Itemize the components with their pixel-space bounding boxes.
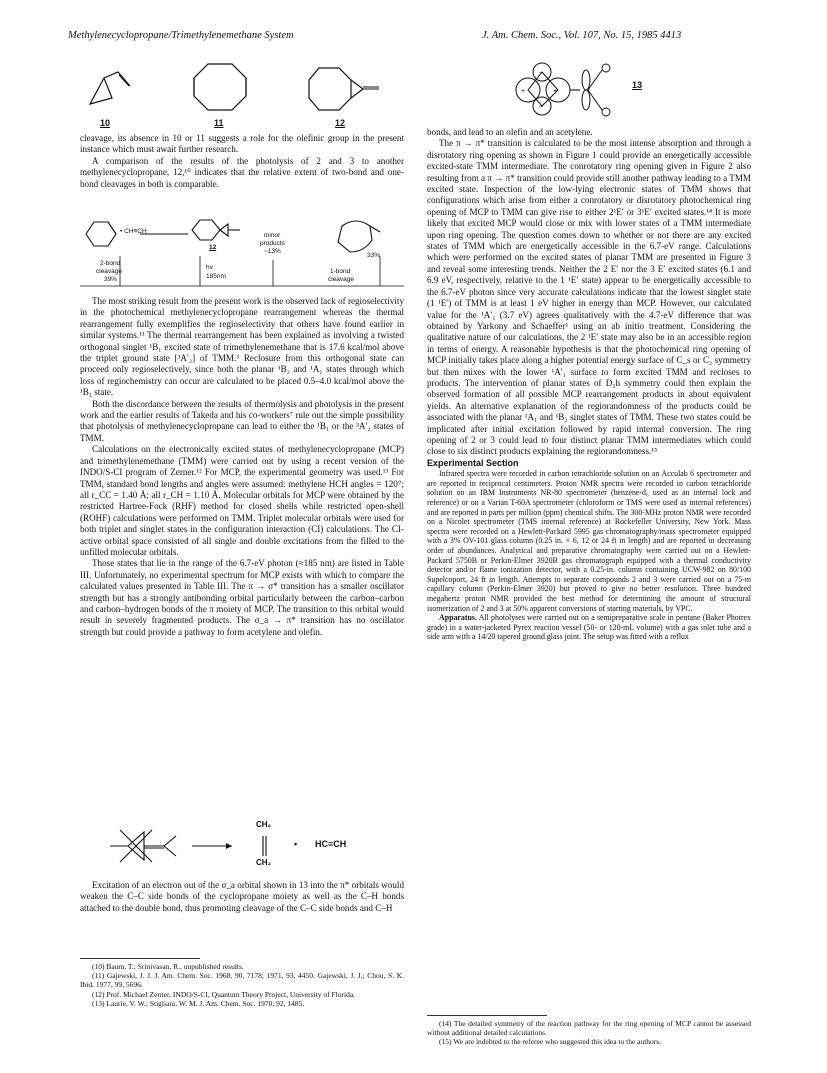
left-column-middle [80,296,404,638]
photolysis-scheme [80,216,404,288]
structure-12 [305,62,385,117]
orbital-diagram-13 [508,58,628,118]
svg-text:+: + [521,88,526,95]
paragraph: The most striking result from the present work is the observed lack of regioselectivity in the photochemical methylenecyclopropane rearrangement whereas the thermal rearrangement fully exemplifies the regioselectivity that others have found earlier in similar systems.¹¹ The thermal rearrangement has been explained as involving a twisted orthogonal singlet ¹B₁ excited state of trimethylenemethane that is 17.6 kcal/mol above the triplet ground state [³A′₂] of TMM.³ Reclosure from this orthogonal state can proceed only regioselectively, since both the planar ¹B₂ and ¹A₁ states through which loss of regiochemistry can occur are calculated to be placed 0.5–4.0 kcal/mol above the ¹B₁ state. [80,296,404,398]
paragraph: Those states that lie in the range of the 6.7-eV photon (≈185 nm) are listed in Table III. Unfortunately, no experimental spectrum for MCP exists with which to compare the calculated values presented in Table III. The π → σ* transition has a smaller oscillator strength but has a strongly antibonding orbital particularly between the carbon–carbon and carbon–hydrogen bonds of the π moiety of MCP. The transition to this orbital would result in severely fragmented products. The σ_a → π* transition has no oscillator strength but could provide a pathway to form acetylene and olefin. [80,558,404,637]
scheme-cleavage-b: cleavage [328,276,355,283]
paragraph: A comparison of the results of the photolysis of 2 and 3 to another methylenecyclopropane, 12,¹⁰ indicates that the relative extent of two-bond and one-bond cleavages in both is comparable. [80,155,404,189]
scheme-cleavage-a: cleavage [96,268,123,275]
running-header-left: Methylenecyclopropane/Trimethylenemethane System [68,30,294,41]
svg-text:−: − [539,70,544,77]
scheme-one-bond: 1-bond [330,268,351,275]
footnote: (14) The detailed symmetry of the reaction pathway for the ring opening of MCP cannot be assessed without additional detailed calculations. [427,1019,751,1038]
svg-text:+: + [553,88,558,95]
scheme-pct13: ~13% [264,248,281,255]
scheme-minor: minor [264,232,281,239]
footnote-rule-right [427,1015,547,1016]
label-11: 11 [214,118,224,128]
fragmentation-reaction [80,818,404,874]
footnotes-right [427,1019,751,1047]
scheme-acetylene: • CH≡CH [120,228,147,235]
right-column [427,127,751,642]
running-header-right: J. Am. Chem. Soc., Vol. 107, No. 15, 1985 4413 [482,30,682,41]
label-12: 12 [335,118,346,128]
label-10: 10 [100,118,111,128]
left-column-bottom [80,880,404,914]
ch2-bottom: CH₂ [256,858,272,867]
scheme-nm: 185nm [206,273,226,280]
apparatus-heading: Apparatus. [439,613,477,623]
section-heading: Experimental Section [427,457,519,468]
scheme-two-bond: 2-bond [100,260,121,267]
paragraph: Both the discordance between the results of thermolysis and photolysis in the present work and the earlier results of Takeda and his co-workers⁷ rule out the simple possibility that photolysis of methylenecyclopropane can lead to either the ¹B₁ or the ³A′₂ states of TMM. [80,398,404,443]
scheme-pct33: 33% [367,252,381,259]
paragraph: Excitation of an electron out of the σ_a orbital shown in 13 into the π* orbitals would weaken the C–C side bonds of the cyclopropane moiety as well as the C–H bonds attached to the double bond, thus promoting cleavage of the C–C side bonds and C–H [80,880,404,913]
scheme-hv: hν [206,264,213,271]
footnote: (15) We are indebted to the referee who suggested this idea to the authors. [439,1037,662,1047]
structure-10 [86,68,136,108]
label-13: 13 [632,80,643,90]
footnote: (12) Prof. Michael Zerner, INDO/S-CI, Quantum Theory Project, University of Florida. [92,989,356,999]
footnote-rule-left [80,958,200,959]
svg-text:−: − [539,104,544,111]
left-column-top [80,133,404,190]
scheme-pct39: 39% [104,276,118,283]
footnote: (11) Gajewski, J. J. J. Am. Chem. Soc. 1968, 90, 7178; 1971, 93, 4450. Gajewski, J. J.; Chou, S. K. Ibid. 1977, 99, 5696. [80,971,404,990]
paragraph: The π → π* transition is calculated to be the most intense absorption and through a disrotatory ring opening as shown in Figure 1 could provide an energetically accessible excited-state TMM intermediate. The conrotatory ring opening given in Figure 2 also resulting from a π → π* transition could provide still another pathway leading to a TMM excited state. Inspection of the low-lying electronic states of TMM shows that configurations which arise from either a conrotatory or disrotatory photochemical ring opening of MCP to TMM can give rise to either 2¹E′ or 3¹E′ excited states.¹⁴ It is more likely that excited MCP would close or mix with lower states of a TMM intermediate upon ring opening. The question comes down to whether or not there are any excited states of TMM which are energetically accessible in the 6.7-eV range. Calculations which were performed on the excited states of planar TMM are presented in Figure 3 and reveal some interesting trends. Neither the 2 E′ nor the 3 E′ excited states (6.1 and 6.9 eV, respectively, relative to the 1 ¹E′ state) appear to be energetically accessible to the 6.7-eV photon since very accurate calculations indicate that the lowest singlet state (1 ¹E′) of TMM is at least 1 eV higher in energy than MCP. However, our calculated value for the ¹A′₁ (3.7 eV) agrees qualitatively with the 4.7-eV difference that was obtained by Yarkony and Schaeffer¹ using an ab initio treatment. Considering the qualitative nature of our calculations, the 2 ¹E′ state may also be in an accessible region in terms of energy. A reasonable hypothesis is that the photochemical ring opening of MCP initially takes place along a higher potential energy surface of C_s or C₂ symmetry but then mixes with the lower ¹A′₁ surface to form excited TMM and recloses to products. The intervention of planar states of D₃h symmetry could then explain the observed formation of all possible MCP rearrangement products in about equivalent yields. An alternative explanation of the regiorandomness of the products could be associated with the planar ¹A₁ and ¹B₂ singlet states of TMM. These two states could be implicated after initial excitation followed by rapid internal conversion. The ring opening of 2 or 3 could lead to four distinct planar TMM intermediates which could close to six distinct products explaining the regiorandomness.¹⁵ [427,138,751,457]
apparatus-text: All photolyses were carried out on a semipreparative scale in pentane (Baker Photrex grade) in a water-jacketed Pyrex reaction vessel (50- or 120-mL volume) with a gas inlet tube and a side arm with a 14/20 tapered ground glass joint. The setup was fitted with a reflux [427,613,751,642]
scheme-label-12: 12 [209,244,217,251]
structure-11 [190,60,250,115]
acetylene-product: HC≡CH [315,839,347,849]
footnote: (10) Baum, T.; Srinivasan, R., unpublished results. [92,962,244,971]
paragraph: cleavage, its absence in 10 or 11 suggests a role for the olefinic group in the present instance which must await further research. [80,133,404,155]
plus-dot: • [294,839,298,849]
paragraph: bonds, and lead to an olefin and an acetylene. [427,127,593,137]
footnotes-left [80,962,404,1008]
paragraph: Infrared spectra were recorded in carbon tetrachloride solution on an Acculab 6 spectrometer and are reported in reciprocal centimeters. Proton NMR spectra were recorded in carbon tetrachloride solution on an IBM Instruments NR-80 spectrometer (benzene-d₆ used as an internal lock and reference) or on a Varian T-60A spectrometer (chloroform or TMS were used as internal references) and are reported in parts per million (ppm) chemical shifts. The 300-MHz proton NMR were recorded on a Nicolet spectrometer (TMS internal reference) at Rockefeller University, New York. Mass spectra were recorded on a Hewlett-Packard 5995 gas chromatography/mass spectrometer equipped with a 3% OV-101 glass column (0.25 in. × 6, 12 or 24 ft in length) and are reported in decreasing order of abundances. Analytical and preparative chromatography were carried out on a Hewlett-Packard 5750B or Perkin-Elmer 3920B gas chromatograph equipped with a thermal conductivity detector and/or flame ionization detector, with a 0.25-in. column containing UCW-982 on 80/100 Supelcoport, 24 ft in length. Attempts to separate compounds 2 and 3 were carried out on a 75-m capillary column (Perkin-Elmer 3920) but proved to give no better resolution. Three hundred megahertz proton NMR provided the best method for determining the amount of structural isomerization of 2 and 3 at 50% apparent conversions of starting materials, by VPC. [427,469,751,613]
paragraph [427,613,751,642]
ch2-top: CH₂ [256,820,272,829]
scheme-products: products [260,240,285,247]
footnote: (13) Laurie, V. W.; Stigliani, W. M. J. Am. Chem. Soc. 1970, 92, 1485. [92,998,305,1008]
paragraph: Calculations on the electronically excited states of methylenecyclopropane (MCP) and trimethylenemethane (TMM) were carried out by using a recent version of the INDO/S-CI program of Zerner.¹² For MCP, the experimental geometry was used.¹³ For TMM, standard bond lengths and angles were assumed: methylene HCH angles = 120°; all r_CC = 1.40 Å; all r_CH = 1.10 Å. Molecular orbitals for MCP were obtained by the restricted Hartree-Fock (RHF) method for closed shells while restricted open-shell (ROHF) calculations were performed on TMM. Triplet molecular orbitals were used for both triplet and singlet states in the configuration interaction (CI) calculations. The CI-active orbital space consisted of all single and double excitations from the filled to the unfilled molecular orbitals. [80,444,404,557]
